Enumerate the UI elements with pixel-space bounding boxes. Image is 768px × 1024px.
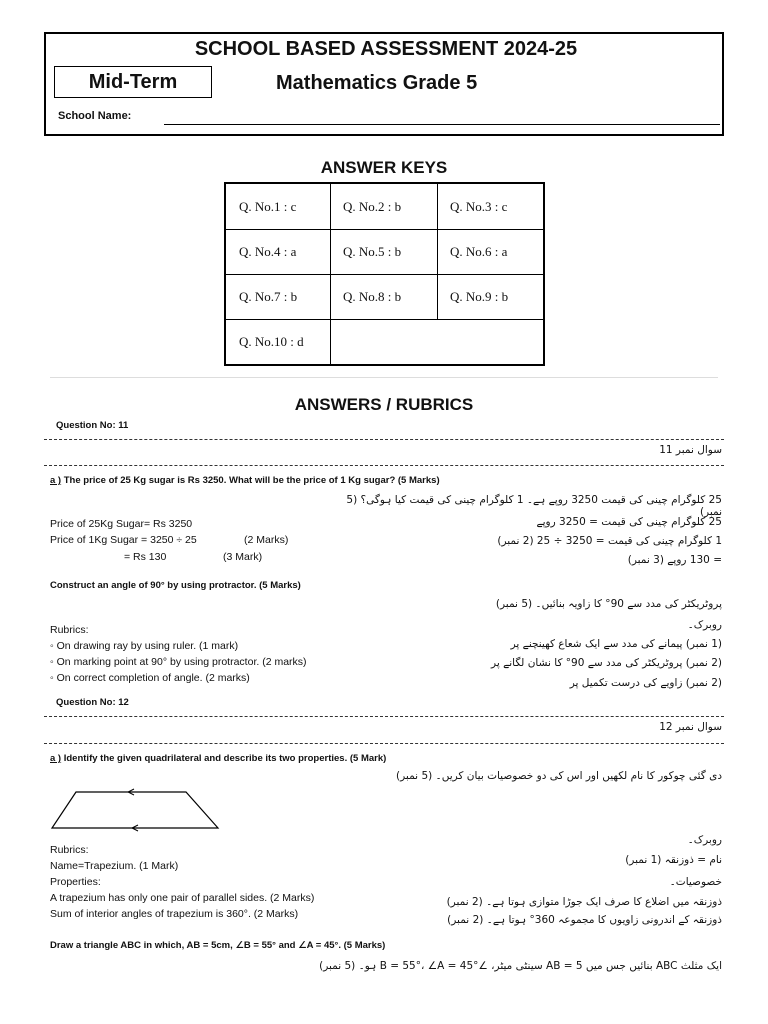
answer-cell: Q. No.2 : b bbox=[343, 198, 402, 214]
question-12-urdu-label: سوال نمبر 12 bbox=[659, 721, 722, 733]
marks-label: (3 Mark) bbox=[223, 551, 263, 563]
grid-line bbox=[330, 319, 331, 365]
question-12-label: Question No: 12 bbox=[56, 697, 129, 708]
answer-keys-title: ANSWER KEYS bbox=[320, 158, 448, 177]
rubrics-heading: Rubrics: bbox=[50, 844, 89, 856]
question-12b-urdu: ایک مثلث ABC بنائیں جس میں AB = 5 سینٹی میٹر، ∠B = 55°، ∠A = 45° ہو۔ (5 نمبر) bbox=[319, 960, 722, 972]
trapezium-figure bbox=[48, 788, 222, 834]
question-11a-text bbox=[50, 475, 440, 486]
school-name-line bbox=[164, 124, 720, 125]
urdu-answer-line: خصوصیات۔ bbox=[669, 876, 722, 888]
school-name-label: School Name: bbox=[58, 110, 132, 122]
answer-cell: Q. No.10 : d bbox=[239, 334, 304, 349]
assessment-title: SCHOOL BASED ASSESSMENT 2024-25 bbox=[194, 38, 578, 60]
question-12a-text bbox=[50, 753, 386, 764]
question-11b-text: Construct an angle of 90° by using protractor. (5 Marks) bbox=[50, 580, 301, 591]
urdu-answer-line: ذوزنقہ کے اندرونی زاویوں کا مجموعہ 360° ہوتا ہے۔ (2 نمبر) bbox=[447, 914, 722, 926]
part-a-marker: a ) bbox=[50, 475, 62, 486]
answer-cell: Q. No.7 : b bbox=[239, 288, 298, 304]
answer-line: Price of 25Kg Sugar= Rs 3250 bbox=[50, 518, 193, 530]
question-12a-urdu: دی گئی چوکور کا نام لکھیں اور اس کی دو خصوصیات بیان کریں۔ (5 نمبر) bbox=[396, 770, 722, 782]
question-11a-statement: The price of 25 Kg sugar is Rs 3250. What will be the price of 1 Kg sugar? (5 Marks) bbox=[61, 475, 440, 486]
answer-line: Name=Trapezium. (1 Mark) bbox=[50, 860, 179, 872]
urdu-answer-line: 1 کلوگرام چینی کی قیمت = 3250 ÷ 25 (2 نمبر) bbox=[497, 535, 722, 547]
header-box bbox=[44, 32, 724, 136]
answer-line: = Rs 130 bbox=[124, 551, 167, 563]
question-12a-statement: Identify the given quadrilateral and describe its two properties. (5 Mark) bbox=[61, 753, 387, 764]
answer-cell: Q. No.9 : b bbox=[450, 288, 509, 304]
answer-cell: Q. No.4 : a bbox=[239, 243, 297, 259]
urdu-rubrics-heading: روبرک۔ bbox=[687, 619, 722, 631]
answer-line: Price of 1Kg Sugar = 3250 ÷ 25 bbox=[50, 534, 197, 546]
question-11b-urdu: پروٹریکٹر کی مدد سے 90° کا زاویہ بنائیں۔ (5 نمبر) bbox=[495, 598, 722, 610]
urdu-answer-line: ذوزنقہ میں اضلاع کا صرف ایک جوڑا متوازی ہوتا ہے۔ (2 نمبر) bbox=[446, 896, 722, 908]
rubric-item: ◦ On correct completion of angle. (2 marks) bbox=[50, 672, 250, 684]
urdu-answer-line: = 130 روپے (3 نمبر) bbox=[627, 554, 722, 566]
question-11a-urdu: 25 کلوگرام چینی کی قیمت 3250 روپے ہے۔ 1 کلوگرام چینی کی قیمت کیا ہوگی؟ (5 نمبر) bbox=[346, 494, 722, 518]
rubrics-heading: Rubrics: bbox=[50, 624, 89, 636]
urdu-answer-line: نام = ذوزنقہ (1 نمبر) bbox=[625, 854, 722, 866]
answer-line: Properties: bbox=[50, 876, 101, 888]
dashed-divider bbox=[44, 743, 724, 744]
urdu-rubrics-heading: روبرک۔ bbox=[687, 834, 722, 846]
answer-line: Sum of interior angles of trapezium is 360°. (2 Marks) bbox=[50, 908, 299, 920]
part-a-marker: a ) bbox=[50, 753, 62, 764]
answer-cell: Q. No.5 : b bbox=[343, 243, 402, 259]
urdu-rubric-item: (2 نمبر) پروٹریکٹر کی مدد سے 90° کا نشان لگانے پر bbox=[491, 657, 722, 669]
answer-line: A trapezium has only one pair of parallel sides. (2 Marks) bbox=[50, 892, 315, 904]
dashed-divider bbox=[44, 716, 724, 717]
rubric-item: ◦ On marking point at 90° by using protractor. (2 marks) bbox=[50, 656, 307, 668]
answer-cell: Q. No.1 : c bbox=[239, 198, 297, 214]
rubric-item: ◦ On drawing ray by using ruler. (1 mark) bbox=[50, 640, 239, 652]
urdu-rubric-item: (2 نمبر) زاویے کی درست تکمیل پر bbox=[569, 677, 722, 689]
question-11-label: Question No: 11 bbox=[56, 420, 129, 431]
question-11-urdu-label: سوال نمبر 11 bbox=[659, 444, 722, 456]
question-12b-text: Draw a triangle ABC in which, AB = 5cm, ∠B = 55° and ∠A = 45°. (5 Marks) bbox=[50, 940, 386, 951]
answer-cell: Q. No.8 : b bbox=[343, 288, 402, 304]
term-badge: Mid-Term bbox=[54, 66, 212, 98]
urdu-rubric-item: (1 نمبر) پیمانے کی مدد سے ایک شعاع کھینچنے پر bbox=[510, 638, 722, 650]
rubrics-title: ANSWERS / RUBRICS bbox=[294, 395, 474, 414]
answer-cell: Q. No.6 : a bbox=[450, 243, 508, 259]
answer-keys-table bbox=[224, 182, 545, 366]
dashed-divider bbox=[44, 439, 724, 440]
dashed-divider bbox=[44, 465, 724, 466]
marks-label: (2 Marks) bbox=[244, 534, 289, 546]
answer-cell: Q. No.3 : c bbox=[450, 198, 508, 214]
section-divider bbox=[50, 377, 718, 378]
subject-title: Mathematics Grade 5 bbox=[276, 72, 478, 94]
urdu-answer-line: 25 کلوگرام چینی کی قیمت = 3250 روپے bbox=[536, 516, 722, 528]
